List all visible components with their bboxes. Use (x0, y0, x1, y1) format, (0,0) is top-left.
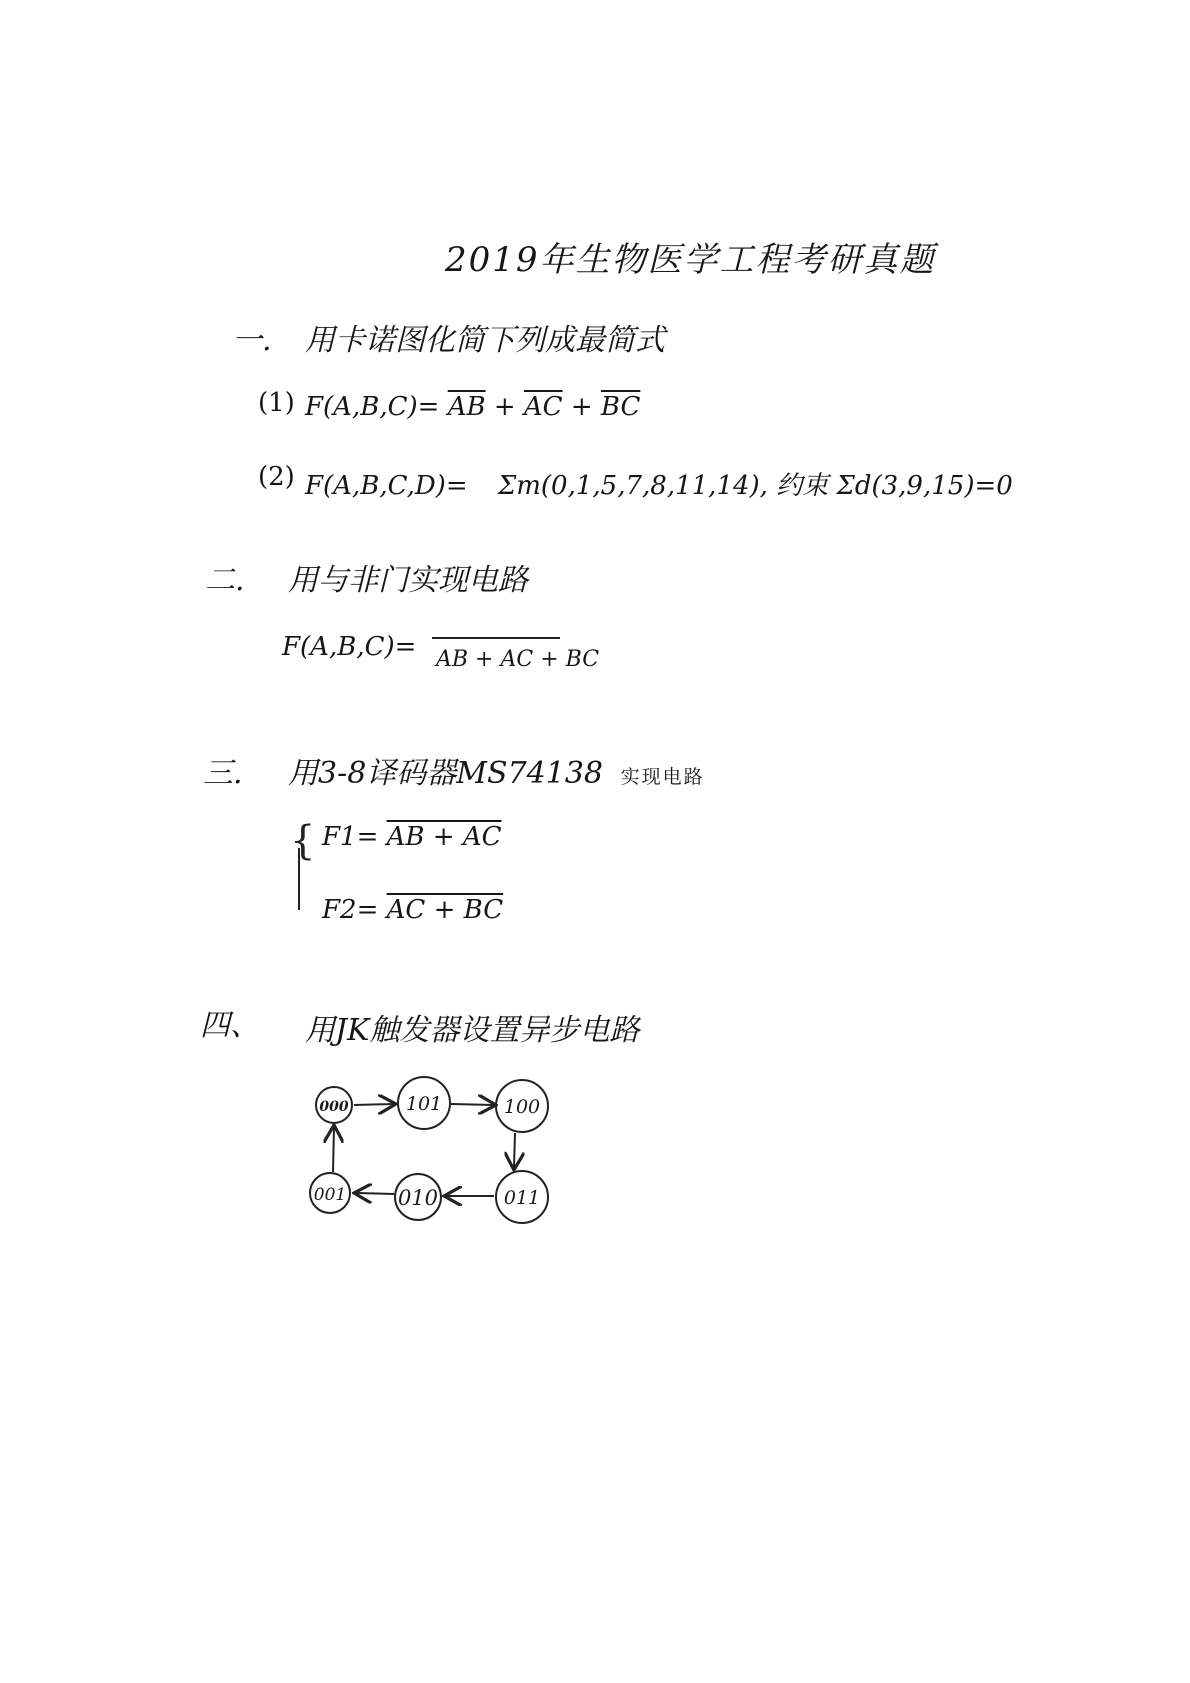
transition-001-000 (333, 1127, 334, 1172)
q2-heading: 用与非门实现电路 (288, 563, 528, 598)
q4-heading: 用JK触发器设置异步电路 (305, 1013, 640, 1048)
q1-part2-label: (2) (258, 462, 295, 492)
q1-part1-term-1: $\overline{AB}$ (447, 392, 486, 422)
transition-000-101 (354, 1104, 394, 1105)
q4-number: 四、 (200, 1008, 260, 1043)
state-label-100: 100 (503, 1096, 541, 1118)
state-label-001: 001 (313, 1185, 347, 1205)
q1-part2-lhs: F(A,B,C,D)= (305, 471, 468, 501)
state-label-000: 000 (319, 1099, 349, 1115)
q2-expression: AB + AC + BC (436, 647, 600, 672)
q3-heading-handwritten: 用3-8译码器MS74138 (288, 756, 604, 791)
q1-part1-lhs: F(A,B,C)= (305, 392, 440, 422)
q3-f2-lhs: F2= (322, 895, 379, 925)
q3-heading-printed: 实现电路 (620, 766, 705, 788)
q1-part1-term-2: $\overline{AC}$ (523, 392, 563, 422)
q3-f1-rhs: AB + AC (386, 822, 502, 852)
q1-heading: 用卡诺图化简下列成最简式 (305, 323, 665, 358)
q1-part1-term-3: $\overline{BC}$ (600, 392, 641, 422)
state-label-010: 010 (397, 1186, 439, 1210)
q2-number: 二. (205, 563, 245, 598)
transition-101-100 (451, 1104, 494, 1105)
q1-number: 一. (232, 323, 272, 358)
q1-part1-equation: $F(A,B,C)= \overline{AB} + \overline{AC} + \overline{BC}$ (305, 392, 641, 422)
q3-brace: { (290, 818, 316, 864)
transition-010-001 (356, 1193, 394, 1194)
transition-100-011 (514, 1133, 515, 1168)
state-label-101: 101 (405, 1093, 443, 1115)
state-label-011: 011 (503, 1187, 541, 1209)
q3-f1-lhs: F1= (322, 822, 379, 852)
q1-part1-label: (1) (258, 388, 295, 418)
page-title: 2019年生物医学工程考研真题 (445, 240, 936, 280)
q1-part2-rhs: Σm(0,1,5,7,8,11,14), 约束 Σd(3,9,15)=0 (497, 471, 1013, 501)
q2-lhs: F(A,B,C)= (282, 632, 417, 662)
q3-f2-rhs: AC + BC (386, 895, 504, 925)
q3-number: 三. (203, 756, 243, 791)
